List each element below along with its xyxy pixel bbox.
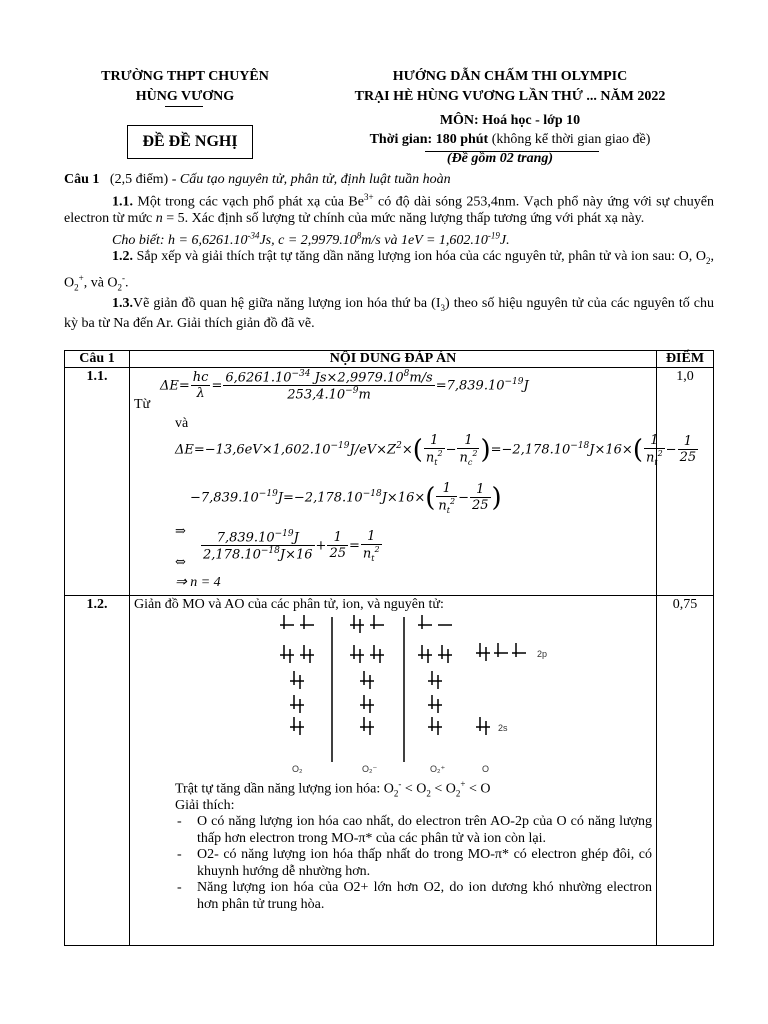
table-row	[65, 596, 714, 946]
question-text	[64, 172, 714, 332]
list-item: - O2- có năng lượng ion hóa thấp nhất do trong MO-π* có electron ghép đôi, có khuynh hướng dễ nhường hơn.	[197, 847, 652, 880]
time-note: (không kể thời gian giao đề)	[491, 132, 651, 147]
result-n: ⇒ n = 4	[175, 575, 221, 590]
mo-label-O2+: O₂⁺	[430, 764, 446, 774]
equation-substitute: $-7,839.10^{-19}J=-2,178.10^{-18}J\times 16\times$( $\frac{1}{n_t^2}$ − $\frac{1}{25}$ )	[190, 481, 502, 515]
answer-table	[64, 350, 714, 946]
equation-energy-levels: $\Delta E=-13,6eV\times 1,602.10^{-19}J/eV\times Z^2\times$( $\frac{1}{n_t^2}$ − $\frac{1}{n_c^2}$ )$=-2,178.10^{-18}J\times 16\times$( $\frac{1}{n_t^2}$ − $\frac{1}{25}$	[175, 433, 697, 467]
iff-arrow: ⇔	[175, 555, 186, 570]
time-underline	[425, 151, 599, 152]
mo-intro: Giản đồ MO và AO của các phân tử, ion, và nguyên tử:	[134, 597, 444, 612]
school-line-2: HÙNG VƯƠNG	[135, 89, 235, 104]
mo-label-O2: O₂	[292, 764, 303, 774]
row-score: 1,0	[657, 368, 714, 596]
time-label: Thời gian:	[369, 132, 433, 147]
col-question: Câu 1	[65, 351, 130, 368]
explanation-list	[175, 814, 652, 913]
label-2s: 2s	[498, 723, 508, 733]
equation-solve: $\frac{7,839.10^{-19}J}{2,178.10^{-18}J\times 16}$ + $\frac{1}{25}$ = $\frac{1}{n_t^2}$	[203, 529, 380, 563]
label-2p: 2p	[537, 649, 548, 659]
text-and: và	[175, 416, 189, 431]
question-1-2: 1.2. Sắp xếp và giải thích trật tự tăng dần năng lượng ion hóa của các nguyên tử, phân tử và ion sau: O, $O_2$, $O_2^+$, và $O_2^-$.	[64, 249, 715, 293]
title-line-2: TRẠI HÈ HÙNG VƯƠNG LẦN THỨ ... NĂM 2022	[354, 89, 666, 104]
col-content: NỘI DUNG ĐÁP ÁN	[130, 351, 657, 368]
school-line-1: TRƯỜNG THPT CHUYÊN	[101, 69, 269, 84]
list-item: - O có năng lượng ion hóa cao nhất, do electron trên AO-2p của O có năng lượng thấp hơn electron trong MO-π* của các phân tử và ion còn lại.	[197, 814, 652, 847]
explain-label: Giải thích:	[175, 798, 235, 814]
table-row	[65, 368, 714, 596]
row-id: 1.2.	[65, 596, 130, 946]
ionization-order: Trật tự tăng dần năng lượng ion hóa: $O_2^- < O_2 < O_2^+ < O$	[175, 779, 491, 799]
school-underline	[165, 106, 203, 107]
col-score: ĐIỂM	[657, 351, 714, 368]
subject-label: MÔN: Hoá học - lớp 10	[439, 113, 581, 128]
school-name	[70, 67, 300, 107]
mo-label-O: O	[482, 764, 490, 774]
mo-ao-diagram	[262, 617, 562, 777]
exam-title	[320, 67, 700, 107]
implies-arrow: ⇒	[175, 524, 186, 539]
text-from: Từ	[134, 397, 151, 412]
row-id: 1.1.	[65, 368, 130, 596]
title-line-1: HƯỚNG DẪN CHẤM THI OLYMPIC	[392, 69, 628, 84]
row-score: 0,75	[657, 596, 714, 946]
row-content-1-2	[130, 596, 657, 946]
proposal-box: ĐỀ ĐỀ NGHỊ	[127, 125, 253, 159]
list-item: - Năng lượng ion hóa của O2+ lớn hơn O2, do ion dương khó nhường electron hơn phân tử trung hòa.	[197, 880, 652, 913]
subject-block	[320, 111, 700, 168]
row-content-1-1	[130, 368, 697, 596]
question-1-1: 1.1. Một trong các vạch phổ phát xạ của $Be^{3+}$ có độ dài sóng 253,4nm. Vạch phổ này ứng với sự chuyển electron từ mức n = 5. Xác định số lượng tử chính của mức năng lượng thấp tương ứng với phát xạ này.	[64, 191, 715, 226]
mo-label-O2-: O₂⁻	[362, 764, 378, 774]
equation-delta-e: ΔE= $\frac{hc}{\lambda}$ = $\frac{6,6261.10^{-34} Js\times 2,9979.10^8m/s}{253,4.10^{-9}m}$ $=7,839.10^{-19}J$	[160, 369, 529, 403]
page-count: (Đề gồm 02 trang)	[446, 151, 554, 166]
table-header	[65, 351, 714, 368]
time-value: 180 phút	[435, 132, 489, 147]
question-heading: Câu 1 (2,5 điểm) - Cấu tạo nguyên tử, phân tử, định luật tuần hoàn	[64, 172, 451, 187]
question-1-3: 1.3.Vẽ giản đồ quan hệ giữa năng lượng ion hóa thứ ba $(I_3)$ theo số hiệu nguyên tử của các nguyên tố chu kỳ ba từ Na đến Ar. Giải thích giản đồ đã vẽ.	[64, 295, 714, 331]
given-constants: Cho biết: $h = 6,6261.10^{-34}Js$, $c = 2,9979.10^8m/s$ và $1eV = 1,602.10^{-19}J$.	[112, 230, 510, 248]
